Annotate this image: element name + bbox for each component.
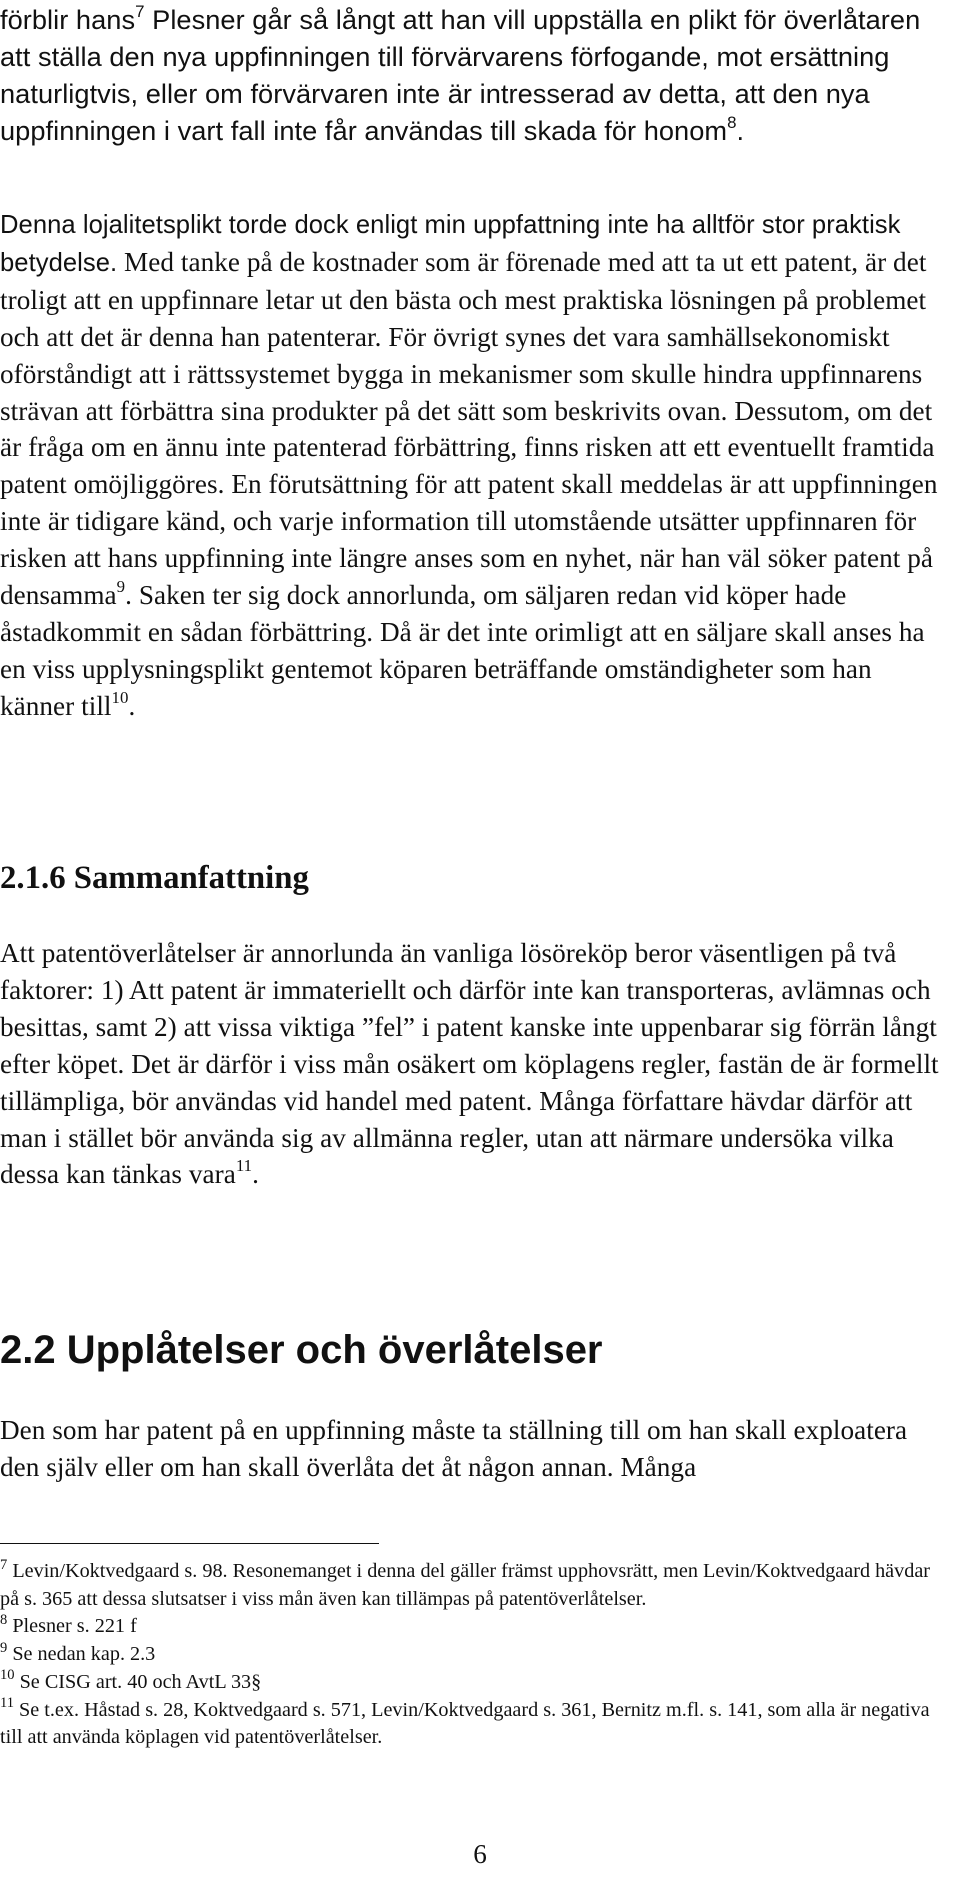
footnote-number: 11 [0,1695,14,1712]
text-segment: . [252,1159,260,1190]
text-segment: Plesner går så långt att han vill uppställa en plikt för överlåtaren att ställa den nya uppfinningen till förvärvarens förfogande, mot ersättning naturligtvis, eller om förvärvaren inte är intresserad av detta, att den nya uppfinningen i vart fall inte får användas till skada för honom [0,4,921,146]
text-segment: Den som har patent på en uppfinning måste ta ställning till om han skall exploatera den själv eller om han skall överlåta det åt någon annan. Många [0,1415,908,1482]
subsection-heading: 2.1.6 Sammanfattning [0,860,309,896]
footnote-7 [0,1558,946,1613]
footnote-number: 8 [0,1611,8,1628]
paragraph-loyalty [0,206,946,725]
paragraph-text [0,2,946,150]
footnote-ref-9: 9 [116,576,126,596]
footnote-text: Se CISG art. 40 och AvtL 33§ [19,1670,262,1693]
paragraph-text [0,206,946,725]
footnote-number: 7 [0,1556,8,1573]
paragraph-summary [0,935,946,1193]
text-segment: . [736,114,745,146]
footnote-text: Se nedan kap. 2.3 [12,1643,156,1666]
footnote-separator [0,1543,379,1544]
text-segment: Att patentöverlåtelser är annorlunda än vanliga lösöreköp beror väsentligen på två faktorer: 1) Att patent är immateriellt och därför inte kan transporteras, avlämnas och besittas, samt 2) att vissa viktiga ”fel” i patent kanske inte uppenbarar sig förrän långt efter köpet. Det är därför i viss mån osäkert om köplagens regler, fastän de är formellt tillämpliga, bör användas vid handel med patent. Många författare hävdar därför att man i stället bör använda sig av allmänna regler, utan att närmare undersöka vilka dessa kan tänkas vara [0,938,939,1190]
footnote-ref-8: 8 [727,112,737,132]
footnote-text: Se t.ex. Håstad s. 28, Koktvedgaard s. 571, Levin/Koktvedgaard s. 361, Bernitz m.fl. s. 141, som alla är negativa till att använda köplagen vid patentöverlåtelser. [0,1698,930,1749]
text-segment: . Saken ter sig dock annorlunda, om säljaren redan vid köper hade åstadkommit en sådan förbättring. Då är det inte orimligt att en säljare skall anses ha en viss upplysningsplikt gentemot köparen beträffande omständigheter som han känner till [0,580,925,721]
text-segment: förblir hans [0,4,136,35]
footnote-8 [0,1613,946,1641]
text-segment: Med tanke på de kostnader som är förenade med att ta ut ett patent, är det troligt att en uppfinnare letar ut den bästa och mest praktiska lösningen på problemet och att det är denna han patenterar. [0,246,927,352]
footnotes [0,1558,946,1752]
footnote-11 [0,1697,946,1752]
footnote-text: Levin/Koktvedgaard s. 98. Resonemanget i denna del gäller främst upphovsrätt, men Levin/Koktvedgaard hävdar på s. 365 att dessa slutsatser i viss mån även kan tillämpas på patentöverlåtelser. [0,1560,931,1610]
footnote-9 [0,1641,946,1669]
text-segment: För övrigt synes det vara samhällsekonomiskt oförståndigt att i rättssystemet bygga in mekanismer som skulle hindra uppfinnarens strävan att förbättra sina produkter på det sätt som beskrivits ovan. Dessutom, om det är fråga om en ännu inte patenterad förbättring, finns risken att ett eventuellt framtida patent omöjliggöres. En förutsättning för att patent skall meddelas är att uppfinningen inte är tidigare känd, och varje information till utomstående utsätter uppfinnaren för risken att hans uppfinning inte längre anses som en nyhet, när han väl söker patent på densamma [0,321,938,611]
paragraph-licensing [0,1412,946,1486]
page-number: 6 [473,1839,487,1869]
footnote-number: 9 [0,1639,8,1656]
footnote-10 [0,1669,946,1697]
footnote-text: Plesner s. 221 f [12,1615,137,1638]
footnote-ref-10: 10 [111,687,129,707]
paragraph-text [0,935,946,1193]
text-segment: Denna lojalitetsplikt torde dock enligt min uppfattning inte ha alltför stor praktisk betydelse. [0,211,901,277]
footnote-ref-11: 11 [235,1156,253,1176]
paragraph-continuation [0,2,946,150]
section-heading: 2.2 Upplåtelser och överlåtelser [0,1328,603,1372]
paragraph-text [0,1412,946,1486]
subsection-heading-block [0,858,946,898]
text-segment: . [128,690,136,721]
footnote-ref-7: 7 [135,1,145,21]
section-heading-block [0,1326,946,1374]
footnote-number: 10 [0,1667,15,1684]
